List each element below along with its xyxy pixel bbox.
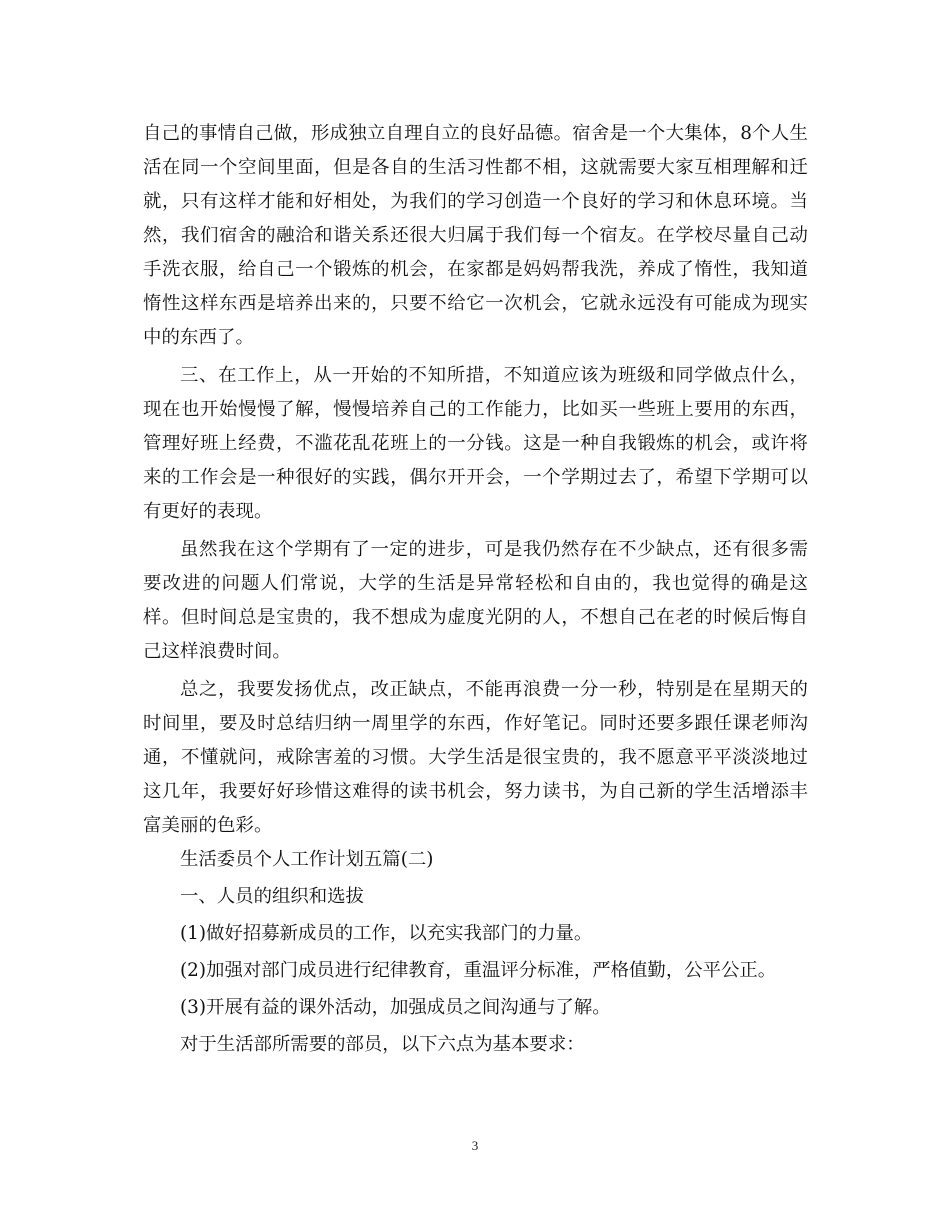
paragraph-work: 三、在工作上，从一开始的不知所措，不知道应该为班级和同学做点什么，现在也开始慢慢了解，慢慢培养自己的工作能力，比如买一些班上要用的东西，管理好班上经费，不滥花乱花班上的一分钱。这是一种自我锻炼的机会，或许将来的工作会是一种很好的实践，偶尔开开会，一个学期过去了，希望下学期可以有更好的表现。 bbox=[143, 365, 808, 522]
section-title: 生活委员个人工作计划五篇(二) bbox=[180, 849, 434, 870]
list-item-recruit: (1)做好招募新成员的工作，以充实我部门的力量。 bbox=[180, 923, 593, 944]
list-item-discipline: (2)加强对部门成员进行纪律教育，重温评分标准，严格值勤，公平公正。 bbox=[180, 960, 777, 981]
paragraph-dormitory: 自己的事情自己做，形成独立自理自立的良好品德。宿舍是一个大集体，8个人生活在同一个空间里面，但是各自的生活习性都不相，这就需要大家互相理解和迁就，只有这样才能和好相处，为我们的学习创造一个良好的学习和休息环境。当然，我们宿舍的融洽和谐关系还很大归属于我们每一个宿友。在学校尽量自己动手洗衣服，给自己一个锻炼的机会，在家都是妈妈帮我洗，养成了惰性，我知道惰性这样东西是培养出来的，只要不给它一次机会，它就永远没有可能成为现实中的东西了。 bbox=[143, 123, 808, 348]
requirements-intro: 对于生活部所需要的部员，以下六点为基本要求： bbox=[180, 1034, 585, 1055]
subheading-personnel: 一、人员的组织和选拔 bbox=[180, 886, 364, 907]
list-item-activities: (3)开展有益的课外活动，加强成员之间沟通与了解。 bbox=[180, 997, 611, 1018]
paragraph-conclusion: 总之，我要发扬优点，改正缺点，不能再浪费一分一秒，特别是在星期天的时间里，要及时总结归纳一周里学的东西，作好笔记。同时还要多跟任课老师沟通，不懂就问，戒除害羞的习惯。大学生活是很宝贵的，我不愿意平平淡淡地过这几年，我要好好珍惜这难得的读书机会，努力读书，为自己新的学生活增添丰富美丽的色彩。 bbox=[143, 679, 808, 836]
document-body bbox=[143, 117, 808, 1062]
page-number: 3 bbox=[471, 1138, 479, 1153]
paragraph-shortcomings: 虽然我在这个学期有了一定的进步，可是我仍然存在不少缺点，还有很多需要改进的问题人们常说，大学的生活是异常轻松和自由的，我也觉得的确是这样。但时间总是宝贵的，我不想成为虚度光阴的人，不想自己在老的时候后悔自己这样浪费时间。 bbox=[143, 539, 808, 662]
